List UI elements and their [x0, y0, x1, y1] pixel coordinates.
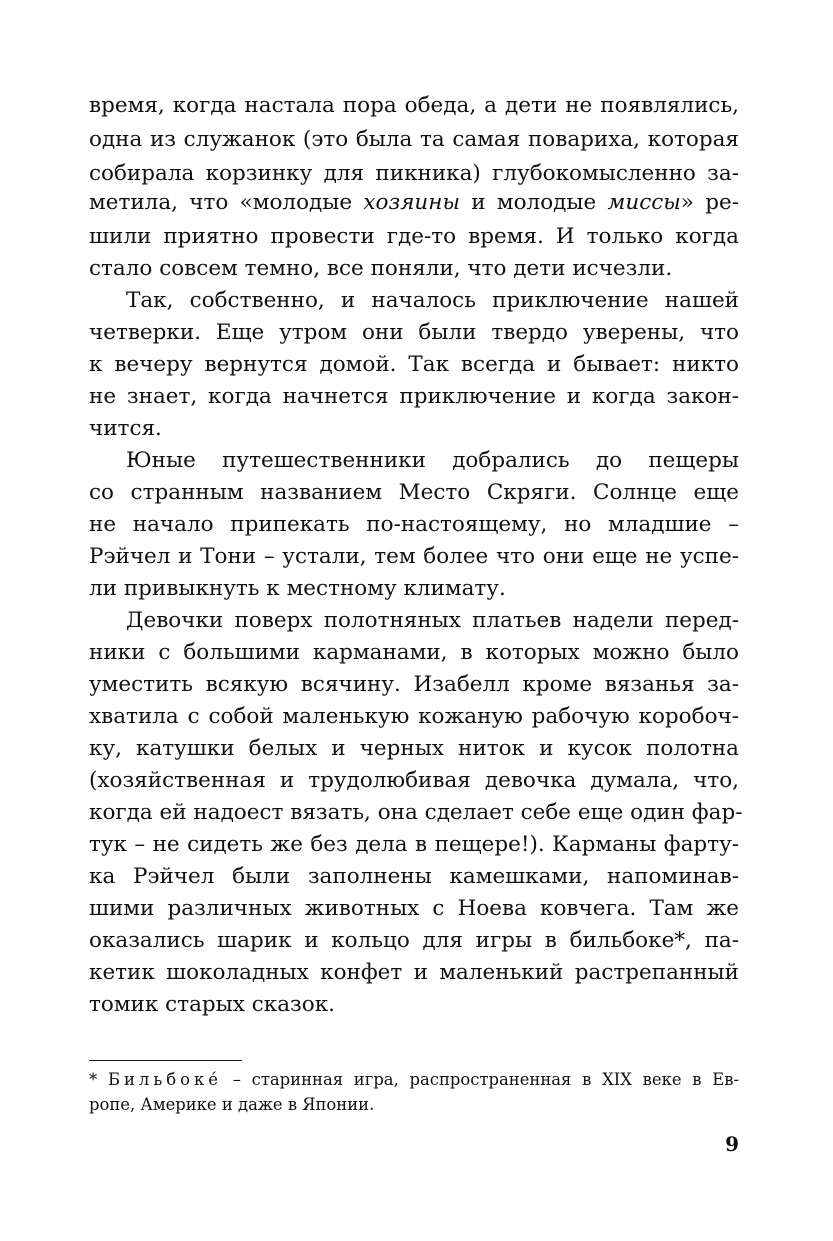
text-run: и молодые — [459, 190, 608, 215]
page-number: 9 — [725, 1132, 739, 1156]
footnote-marker: * — [89, 1070, 108, 1089]
text-line: (хозяйственная и трудолюбивая девочка думала, что, — [89, 768, 739, 793]
text-line — [89, 186, 739, 220]
footnote-line — [89, 1067, 739, 1092]
footnote-term: Бильбоке́ — [107, 1070, 222, 1089]
italic-word: миссы — [607, 190, 681, 215]
text-line: Девочки поверх полотняных платьев надели перед- — [126, 608, 739, 633]
text-line: стало совсем темно, все поняли, что дети исчезли. — [89, 256, 673, 281]
text-line: кетик шоколадных конфет и маленький растрепанный — [89, 960, 739, 985]
text-line: томик старых сказок. — [89, 992, 335, 1017]
text-line: Так, собственно, и началось приключение нашей — [126, 288, 739, 313]
text-line: шими различных животных с Ноева ковчега. Там же — [89, 896, 739, 921]
footnote-text: – старинная игра, распространенная в XIX веке в Ев- — [221, 1070, 739, 1089]
text-line: Юные путешественники добрались до пещеры — [126, 448, 739, 473]
text-line: ли привыкнуть к местному климату. — [89, 576, 506, 601]
text-line: одна из служанок (это была та самая повариха, которая — [89, 127, 739, 152]
text-line: ку, катушки белых и черных ниток и кусок полотна — [89, 736, 739, 761]
text-line: не знает, когда начнется приключение и когда закон- — [89, 384, 739, 409]
text-line: не начало припекать по-настоящему, но младшие – — [89, 512, 739, 537]
text-line: чится. — [89, 416, 162, 441]
text-run: метила, что «молодые — [89, 190, 364, 215]
text-line: время, когда настала пора обеда, а дети не появлялись, — [89, 93, 739, 118]
text-line: Рэйчел и Тони – устали, тем более что они еще не успе- — [89, 544, 739, 569]
text-line: к вечеру вернутся домой. Так всегда и бывает: никто — [89, 352, 739, 377]
text-line: собирала корзинку для пикника) глубокомысленно за- — [89, 161, 739, 186]
text-line: шили приятно провести где-то время. И только когда — [89, 224, 739, 249]
text-run: » ре- — [680, 190, 739, 215]
text-line: хватила с собой маленькую кожаную рабочую коробоч- — [89, 704, 739, 729]
text-line: уместить всякую всячину. Изабелл кроме вязанья за- — [89, 672, 739, 697]
footnote-divider — [89, 1060, 242, 1061]
text-line: когда ей надоест вязать, она сделает себе еще один фар- — [89, 800, 743, 825]
text-line: оказались шарик и кольцо для игры в бильбоке*, па- — [89, 928, 739, 953]
italic-word: хозяины — [363, 190, 460, 215]
text-line: тук – не сидеть же без дела в пещере!). Карманы фарту- — [89, 832, 739, 857]
footnote-line: ропе, Америке и даже в Японии. — [89, 1095, 375, 1114]
text-line: со странным названием Место Скряги. Солнце еще — [89, 480, 739, 505]
text-line: ники с большими карманами, в которых можно было — [89, 640, 739, 665]
text-line: ка Рэйчел были заполнены камешками, напоминав- — [89, 864, 739, 889]
text-line: четверки. Еще утром они были твердо уверены, что — [89, 320, 739, 345]
